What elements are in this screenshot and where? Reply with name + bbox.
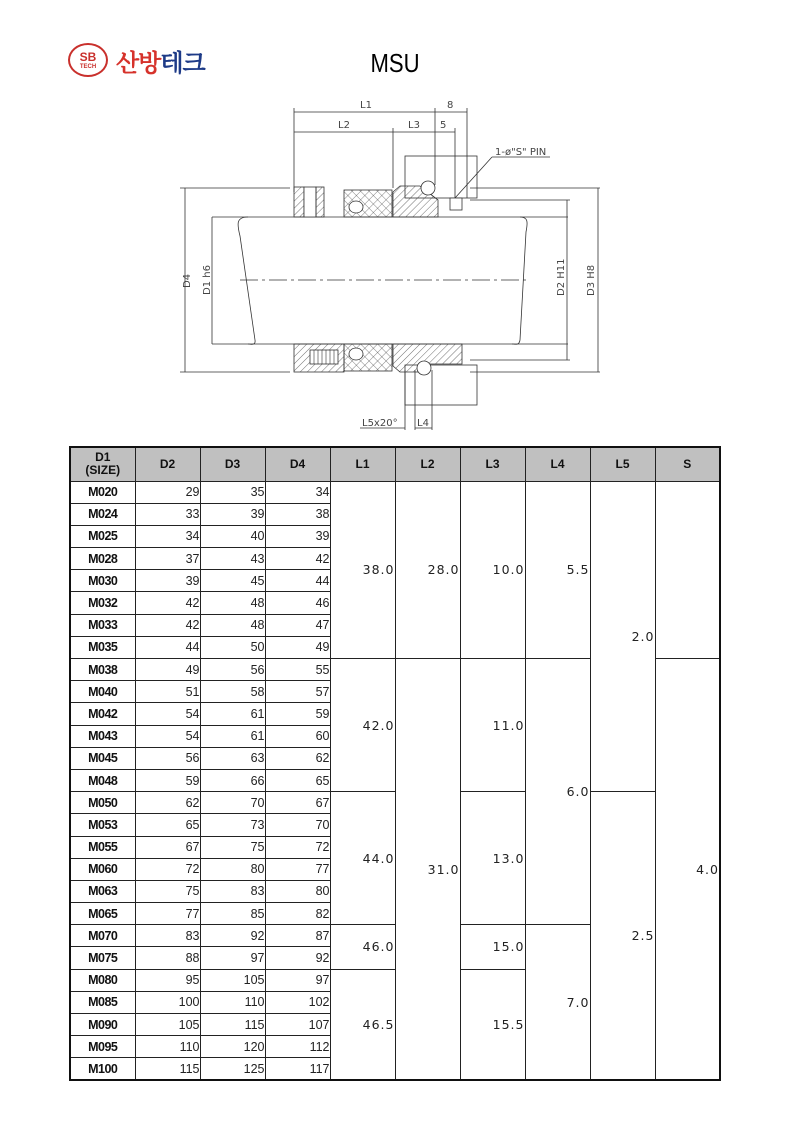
d4-cell: 72 [265, 836, 330, 858]
header-l1: L1 [330, 447, 395, 481]
d3-cell: 56 [200, 659, 265, 681]
d3-cell: 40 [200, 525, 265, 547]
d4-cell: 77 [265, 858, 330, 880]
size-cell: M048 [70, 769, 135, 791]
d4-cell: 47 [265, 614, 330, 636]
dim-label-d1: D1 h6 [202, 265, 213, 295]
d4-cell: 59 [265, 703, 330, 725]
l1-cell: 46.5 [330, 969, 395, 1080]
d3-cell: 35 [200, 481, 265, 503]
d2-cell: 44 [135, 636, 200, 658]
size-cell: M040 [70, 681, 135, 703]
d4-cell: 70 [265, 814, 330, 836]
l3-cell: 13.0 [460, 792, 525, 925]
dim-label-l4: L4 [417, 418, 429, 429]
d4-cell: 87 [265, 925, 330, 947]
company-name-red: 산방 [116, 48, 161, 77]
d2-cell: 88 [135, 947, 200, 969]
d2-cell: 54 [135, 725, 200, 747]
size-cell: M025 [70, 525, 135, 547]
dim-label-l3: L3 [408, 120, 420, 131]
pin-label: 1-ø"S" PIN [495, 147, 547, 158]
size-cell: M053 [70, 814, 135, 836]
d3-cell: 43 [200, 548, 265, 570]
d2-cell: 100 [135, 991, 200, 1013]
size-cell: M043 [70, 725, 135, 747]
seal-cross-section-drawing [170, 92, 610, 437]
d4-cell: 39 [265, 525, 330, 547]
header-d4: D4 [265, 447, 330, 481]
l5-cell: 2.0 [590, 481, 655, 792]
d4-cell: 97 [265, 969, 330, 991]
l3-cell: 15.5 [460, 969, 525, 1080]
d3-cell: 92 [200, 925, 265, 947]
d4-cell: 82 [265, 903, 330, 925]
company-name-blue: 테크 [160, 48, 205, 77]
l5-cell: 2.5 [590, 792, 655, 1080]
dim-label-d2: D2 H11 [556, 258, 567, 296]
d3-cell: 45 [200, 570, 265, 592]
s-cell: 4.0 [655, 659, 720, 1081]
size-cell: M030 [70, 570, 135, 592]
header-d1-size [70, 447, 135, 481]
d2-cell: 95 [135, 969, 200, 991]
d3-cell: 120 [200, 1036, 265, 1058]
d4-cell: 38 [265, 503, 330, 525]
header-size-label: (SIZE) [85, 463, 121, 478]
l2-cell: 31.0 [395, 659, 460, 1081]
l2-cell: 28.0 [395, 481, 460, 659]
l1-cell: 38.0 [330, 481, 395, 659]
d2-cell: 29 [135, 481, 200, 503]
size-cell: M060 [70, 858, 135, 880]
d2-cell: 42 [135, 614, 200, 636]
d4-cell: 117 [265, 1058, 330, 1080]
table-row [70, 481, 720, 503]
d4-cell: 92 [265, 947, 330, 969]
l1-cell: 46.0 [330, 925, 395, 969]
d2-cell: 83 [135, 925, 200, 947]
d2-cell: 75 [135, 880, 200, 902]
size-cell: M024 [70, 503, 135, 525]
size-cell: M075 [70, 947, 135, 969]
d3-cell: 39 [200, 503, 265, 525]
badge-sb-text: SB [79, 49, 97, 64]
d3-cell: 73 [200, 814, 265, 836]
d4-cell: 102 [265, 991, 330, 1013]
dim-label-d3: D3 H8 [586, 264, 597, 296]
header-l3: L3 [460, 447, 525, 481]
d3-cell: 63 [200, 747, 265, 769]
sb-tech-badge [68, 43, 108, 77]
d2-cell: 77 [135, 903, 200, 925]
d2-cell: 33 [135, 503, 200, 525]
d3-cell: 110 [200, 991, 265, 1013]
d3-cell: 75 [200, 836, 265, 858]
d3-cell: 115 [200, 1014, 265, 1036]
header-l4: L4 [525, 447, 590, 481]
d2-cell: 67 [135, 836, 200, 858]
d3-cell: 61 [200, 725, 265, 747]
d2-cell: 49 [135, 659, 200, 681]
d4-cell: 46 [265, 592, 330, 614]
header-l2: L2 [395, 447, 460, 481]
d2-cell: 115 [135, 1058, 200, 1080]
size-cell: M020 [70, 481, 135, 503]
d4-cell: 57 [265, 681, 330, 703]
size-cell: M033 [70, 614, 135, 636]
d2-cell: 37 [135, 548, 200, 570]
d4-cell: 42 [265, 548, 330, 570]
d4-cell: 49 [265, 636, 330, 658]
d2-cell: 65 [135, 814, 200, 836]
dimension-table [69, 446, 721, 1081]
header-d1-label: D1 [95, 450, 111, 465]
d2-cell: 62 [135, 792, 200, 814]
dim-label-l1: L1 [360, 100, 372, 111]
d3-cell: 61 [200, 703, 265, 725]
header-l5: L5 [590, 447, 655, 481]
d3-cell: 70 [200, 792, 265, 814]
size-cell: M050 [70, 792, 135, 814]
d2-cell: 51 [135, 681, 200, 703]
d3-cell: 48 [200, 614, 265, 636]
size-cell: M070 [70, 925, 135, 947]
d3-cell: 105 [200, 969, 265, 991]
d3-cell: 66 [200, 769, 265, 791]
d2-cell: 54 [135, 703, 200, 725]
size-cell: M055 [70, 836, 135, 858]
size-cell: M090 [70, 1014, 135, 1036]
size-cell: M035 [70, 636, 135, 658]
size-cell: M065 [70, 903, 135, 925]
size-cell: M045 [70, 747, 135, 769]
page-title: MSU [370, 48, 420, 78]
table-header-row [70, 447, 720, 481]
d2-cell: 72 [135, 858, 200, 880]
dim-label-5: 5 [440, 120, 447, 131]
size-cell: M063 [70, 880, 135, 902]
d4-cell: 107 [265, 1014, 330, 1036]
l4-cell: 6.0 [525, 659, 590, 925]
header-d2: D2 [135, 447, 200, 481]
d3-cell: 48 [200, 592, 265, 614]
d2-cell: 39 [135, 570, 200, 592]
table-body [70, 481, 720, 1080]
dim-label-l5: L5x20° [362, 418, 398, 429]
company-name [116, 43, 205, 78]
dim-label-8: 8 [447, 100, 454, 111]
d3-cell: 125 [200, 1058, 265, 1080]
size-cell: M080 [70, 969, 135, 991]
d4-cell: 60 [265, 725, 330, 747]
d3-cell: 58 [200, 681, 265, 703]
d2-cell: 34 [135, 525, 200, 547]
d3-cell: 50 [200, 636, 265, 658]
d3-cell: 83 [200, 880, 265, 902]
size-cell: M032 [70, 592, 135, 614]
size-cell: M100 [70, 1058, 135, 1080]
size-cell: M028 [70, 548, 135, 570]
d4-cell: 44 [265, 570, 330, 592]
l3-cell: 11.0 [460, 659, 525, 792]
company-logo [68, 40, 205, 80]
d4-cell: 55 [265, 659, 330, 681]
d2-cell: 110 [135, 1036, 200, 1058]
l3-cell: 15.0 [460, 925, 525, 969]
d3-cell: 97 [200, 947, 265, 969]
l3-cell: 10.0 [460, 481, 525, 659]
size-cell: M095 [70, 1036, 135, 1058]
l1-cell: 42.0 [330, 659, 395, 792]
d4-cell: 65 [265, 769, 330, 791]
badge-tech-text: TECH [79, 63, 97, 70]
l4-cell: 5.5 [525, 481, 590, 659]
d2-cell: 59 [135, 769, 200, 791]
d4-cell: 67 [265, 792, 330, 814]
d2-cell: 105 [135, 1014, 200, 1036]
d4-cell: 80 [265, 880, 330, 902]
l1-cell: 44.0 [330, 792, 395, 925]
s-cell [655, 481, 720, 659]
header-d3: D3 [200, 447, 265, 481]
d3-cell: 80 [200, 858, 265, 880]
dim-label-d4: D4 [182, 273, 193, 288]
d3-cell: 85 [200, 903, 265, 925]
dim-label-l2: L2 [338, 120, 350, 131]
d4-cell: 34 [265, 481, 330, 503]
size-cell: M038 [70, 659, 135, 681]
size-cell: M042 [70, 703, 135, 725]
size-cell: M085 [70, 991, 135, 1013]
d4-cell: 62 [265, 747, 330, 769]
d2-cell: 56 [135, 747, 200, 769]
d4-cell: 112 [265, 1036, 330, 1058]
header-s: S [655, 447, 720, 481]
l4-cell: 7.0 [525, 925, 590, 1080]
d2-cell: 42 [135, 592, 200, 614]
